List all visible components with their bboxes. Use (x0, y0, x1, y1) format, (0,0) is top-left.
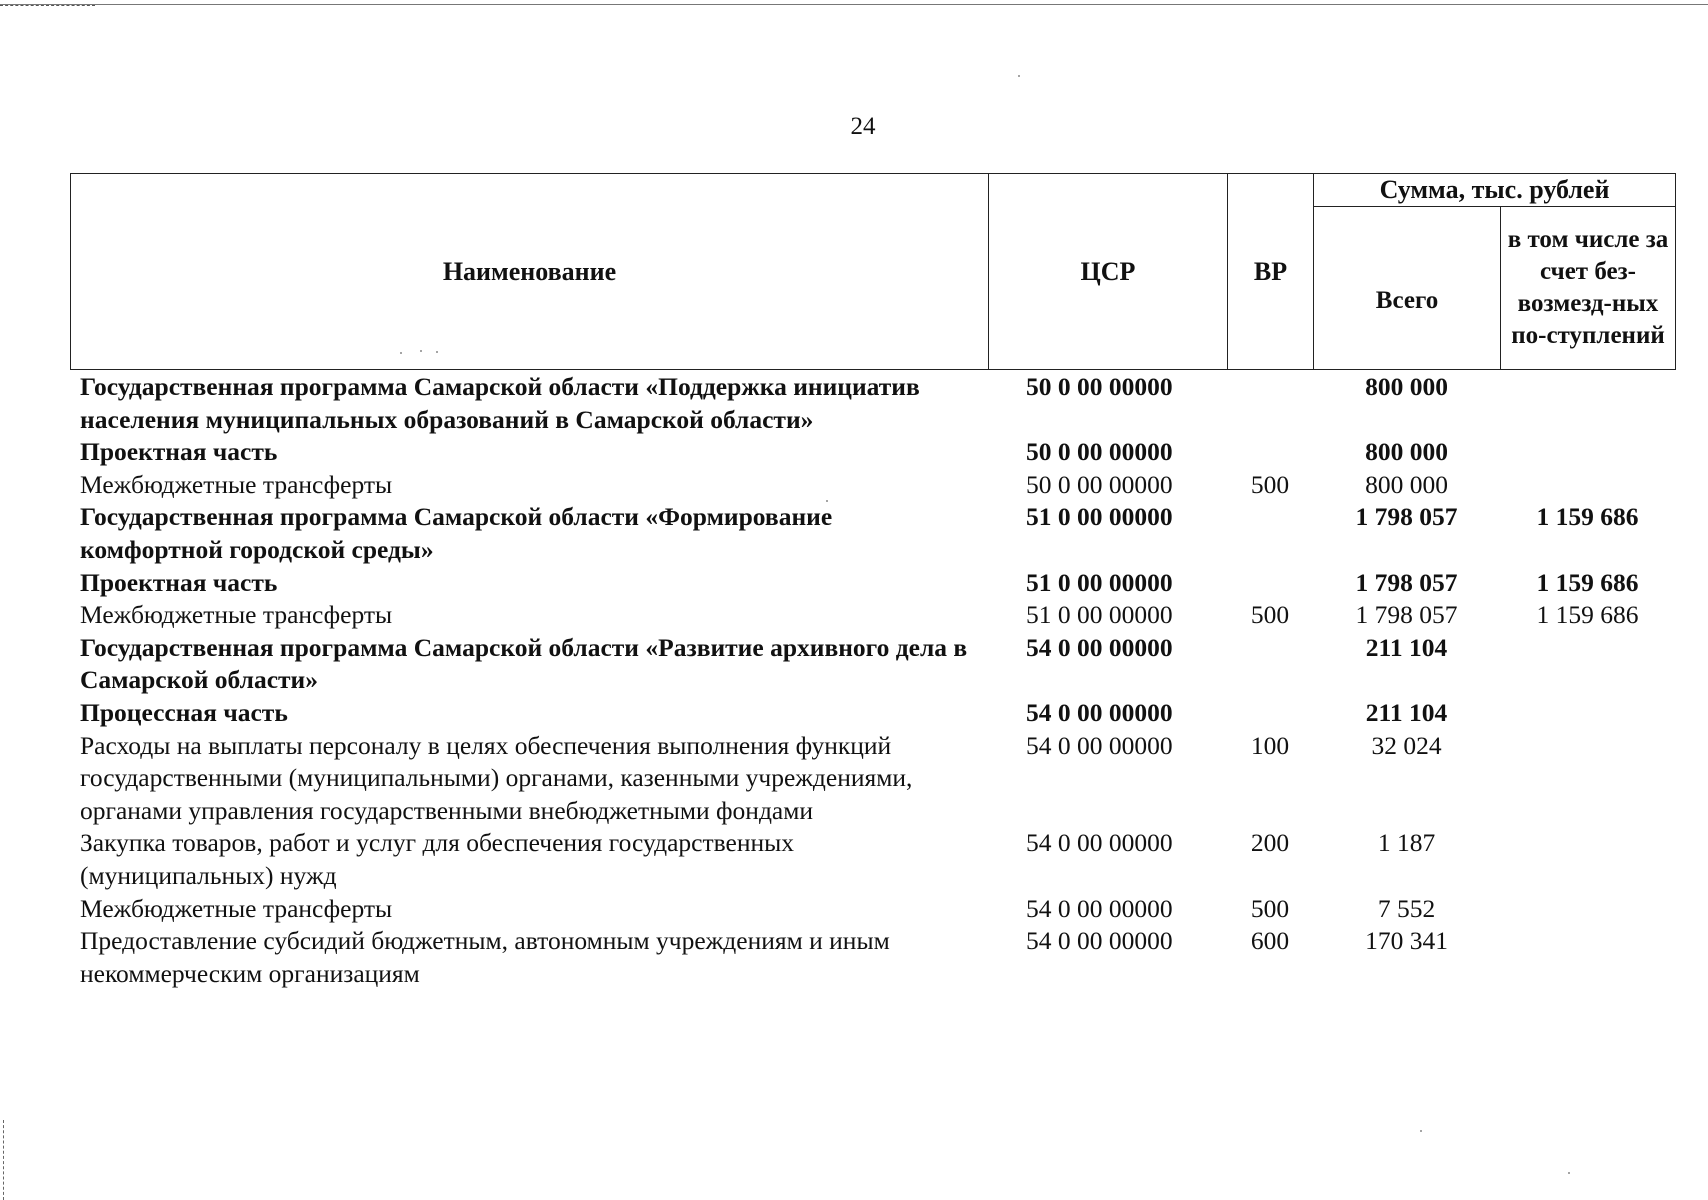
scan-speck (1568, 1172, 1570, 1174)
row-csr-cell: 50 0 00 00000 (1026, 372, 1173, 401)
column-header-grant: в том числе за счет без-возмезд-ных по-ступлений (1501, 207, 1676, 370)
row-total-cell: 211 104 (1365, 697, 1448, 727)
row-total-cell: 7 552 (1377, 893, 1436, 923)
row-vr-cell: 100 (1250, 730, 1290, 760)
row-csr-cell: 51 0 00 00000 (1026, 502, 1173, 532)
table-row (70, 501, 1675, 566)
table-row (70, 697, 1675, 730)
table-row (70, 469, 1675, 502)
table-row (70, 893, 1675, 926)
row-grant-cell (1500, 893, 1675, 926)
budget-table (70, 371, 1675, 990)
column-header-csr: ЦСР (989, 174, 1228, 370)
row-vr-cell (1227, 632, 1313, 697)
top-scan-rule (0, 4, 1708, 5)
table-row (70, 567, 1675, 600)
table-row (70, 827, 1675, 892)
row-name-cell: Проектная часть (80, 437, 278, 467)
row-csr-cell: 54 0 00 00000 (1026, 632, 1173, 662)
row-name-cell: Межбюджетные трансферты (80, 893, 393, 923)
row-name-cell: Межбюджетные трансферты (80, 469, 393, 499)
row-total-cell: 211 104 (1365, 632, 1448, 662)
scan-speck (436, 351, 438, 353)
row-total-cell: 800 000 (1365, 469, 1448, 499)
row-vr-cell: 200 (1250, 828, 1290, 858)
row-total-cell: 32 024 (1371, 730, 1442, 760)
table-row (70, 436, 1675, 469)
row-csr-cell: 51 0 00 00000 (1026, 567, 1173, 597)
row-name-cell: Процессная часть (80, 697, 288, 727)
row-name-cell: Государственная программа Самарской области «Поддержка инициатив населения муниципальных образований в Самарской области» (80, 372, 920, 434)
row-csr-cell: 54 0 00 00000 (1026, 893, 1173, 923)
row-grant-cell (1500, 827, 1675, 892)
row-csr-cell: 50 0 00 00000 (1026, 437, 1173, 467)
page-number: 24 (850, 113, 876, 140)
row-grant-cell (1500, 371, 1675, 436)
row-vr-cell (1227, 371, 1313, 436)
row-grant-cell: 1 159 686 (1536, 600, 1639, 630)
scan-speck (1420, 1130, 1422, 1132)
row-name-cell: Государственная программа Самарской области «Формирование комфортной городской среды» (80, 502, 833, 564)
table-row (70, 599, 1675, 632)
table-row (70, 730, 1675, 828)
row-csr-cell: 54 0 00 00000 (1026, 828, 1173, 858)
scan-speck (400, 352, 402, 354)
column-header-sum: Сумма, тыс. рублей (1314, 174, 1676, 207)
row-total-cell: 800 000 (1365, 437, 1448, 467)
row-vr-cell: 500 (1250, 600, 1290, 630)
row-vr-cell: 600 (1250, 926, 1290, 956)
column-header-total: Всего (1314, 207, 1501, 370)
row-csr-cell: 54 0 00 00000 (1026, 697, 1173, 727)
row-csr-cell: 50 0 00 00000 (1026, 469, 1173, 499)
column-header-vr: ВР (1228, 174, 1314, 370)
row-vr-cell (1227, 697, 1313, 730)
row-name-cell: Государственная программа Самарской области «Развитие архивного дела в Самарской области» (80, 632, 968, 695)
row-grant-cell (1500, 925, 1675, 990)
row-grant-cell (1500, 730, 1675, 828)
row-grant-cell: 1 159 686 (1536, 502, 1639, 532)
row-total-cell: 800 000 (1365, 372, 1448, 401)
row-name-cell: Проектная часть (80, 567, 278, 597)
row-total-cell: 1 798 057 (1355, 600, 1458, 630)
row-vr-cell (1227, 567, 1313, 600)
scan-speck (420, 350, 422, 352)
row-vr-cell (1227, 501, 1313, 566)
row-vr-cell: 500 (1250, 469, 1290, 499)
scan-speck (826, 500, 828, 502)
row-name-cell: Межбюджетные трансферты (80, 600, 393, 630)
table-row (70, 371, 1675, 436)
row-grant-cell (1500, 469, 1675, 502)
row-total-cell: 1 798 057 (1355, 567, 1458, 597)
row-name-cell: Расходы на выплаты персоналу в целях обеспечения выполнения функций государственными (муниципальными) органами, казенными учреждениями, органами управления государственными внебюджетными фондами (80, 730, 913, 825)
table-row (70, 632, 1675, 697)
row-grant-cell: 1 159 686 (1536, 567, 1639, 597)
top-scan-dash (0, 5, 95, 6)
row-grant-cell (1500, 697, 1675, 730)
budget-table-body (70, 371, 1675, 990)
row-name-cell: Закупка товаров, работ и услуг для обеспечения государственных (муниципальных) нужд (80, 828, 795, 890)
row-name-cell: Предоставление субсидий бюджетным, автономным учреждениям и иным некоммерческим организациям (80, 926, 890, 988)
row-total-cell: 1 187 (1377, 828, 1436, 858)
table-row (70, 925, 1675, 990)
table-header (70, 173, 1676, 370)
left-scan-edge (3, 1120, 5, 1200)
row-csr-cell: 54 0 00 00000 (1026, 926, 1173, 956)
row-grant-cell (1500, 632, 1675, 697)
row-vr-cell: 500 (1250, 893, 1290, 923)
row-csr-cell: 51 0 00 00000 (1026, 600, 1173, 630)
row-total-cell: 1 798 057 (1355, 502, 1458, 532)
row-grant-cell (1500, 436, 1675, 469)
row-csr-cell: 54 0 00 00000 (1026, 730, 1173, 760)
row-vr-cell (1227, 436, 1313, 469)
row-total-cell: 170 341 (1365, 926, 1448, 956)
scan-speck (1018, 75, 1020, 77)
column-header-name: Наименование (71, 174, 989, 370)
